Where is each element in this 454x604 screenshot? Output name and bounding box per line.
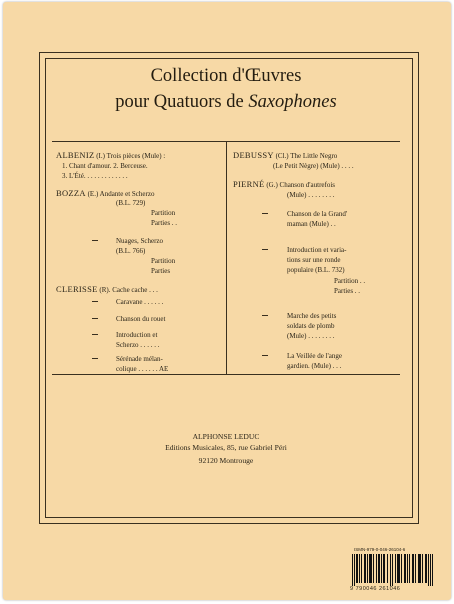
barcode-icon — [352, 554, 434, 586]
column-divider — [226, 142, 227, 374]
collection-title: Collection d'Œuvres — [150, 66, 302, 86]
pierne-item: (Mule) . . . . . . . . — [287, 332, 335, 340]
bozza-parties-2: Parties — [151, 267, 171, 275]
ditto-dash — [92, 318, 98, 319]
pierne-item[interactable]: La Veillée de l'ange — [287, 352, 342, 360]
publisher-address-1: Editions Musicales, 85, rue Gabriel Péri — [165, 443, 287, 452]
albeniz-item-1: 1. Chant d'amour. 2. Berceuse. — [62, 162, 148, 170]
composer-name: CLERISSE — [56, 284, 98, 294]
clerisse-item-2[interactable]: Chanson du rouet — [116, 315, 166, 323]
pierne-item[interactable]: Chanson de la Grand' — [287, 210, 348, 218]
ditto-dash — [92, 334, 98, 335]
bozza-partition-2: Partition — [151, 257, 176, 265]
bozza-entry[interactable] — [56, 189, 154, 198]
composer-name: PIERNÉ — [233, 179, 265, 189]
debussy-sub: (Le Petit Nègre) (Mule) . . . . — [273, 162, 354, 170]
clerisse-item-6: colique . . . . . . AE — [116, 365, 169, 373]
pierne-item: tions sur une ronde — [287, 256, 341, 264]
clerisse-item-4: Scherzo . . . . . . — [116, 341, 160, 349]
pierne-item: maman (Mule) . . — [287, 220, 336, 228]
bozza-partition-1: Partition — [151, 209, 176, 217]
pierne-item: populaire (B.L. 732) — [287, 266, 345, 274]
ditto-dash — [262, 355, 268, 356]
work-title: (E.) Andante et Scherzo — [85, 190, 155, 198]
clerisse-item-5[interactable]: Sérénade mélan- — [116, 355, 163, 363]
composer-name: DEBUSSY — [233, 150, 274, 160]
ditto-dash — [262, 213, 268, 214]
pierne-item: soldats de plomb — [287, 322, 335, 330]
bozza-ref-1: (B.L. 729) — [116, 199, 146, 207]
pierne-item[interactable]: Introduction et varia- — [287, 246, 347, 254]
ismn-label: ISMN-979-0-046-26104-6 — [354, 547, 406, 552]
work-title: (R). Cache cache . . . — [97, 286, 158, 294]
publisher-name: ALPHONSE LEDUC — [192, 432, 260, 441]
albeniz-entry[interactable] — [56, 151, 165, 160]
barcode-digits: 9 790046 261046 — [350, 586, 401, 592]
clerisse-item-1[interactable]: Caravane . . . . . . — [116, 298, 164, 306]
subtitle-part: pour Quatuors de — [115, 92, 249, 112]
pierne-item: gardien. (Mule) . . . — [287, 362, 342, 370]
clerisse-item-3[interactable]: Introduction et — [116, 331, 158, 339]
pierne-parties: Parties . . — [334, 287, 361, 295]
bottom-rule — [52, 374, 400, 375]
ditto-dash — [92, 301, 98, 302]
ditto-dash — [262, 249, 268, 250]
work-title: (G.) Chanson d'autrefois — [264, 181, 336, 189]
albeniz-item-2: 3. L'Été. . . . . . . . . . . . . — [62, 172, 128, 180]
ditto-dash — [92, 240, 98, 241]
work-title: (Cl.) The Little Negro — [273, 152, 338, 160]
bozza-parties-1: Parties . . — [151, 219, 178, 227]
ditto-dash — [92, 358, 98, 359]
collection-subtitle — [42, 92, 410, 113]
composer-name: BOZZA — [56, 188, 86, 198]
subtitle-instrument: Saxophones — [248, 92, 337, 112]
publisher-address-2: 92120 Montrouge — [198, 456, 254, 465]
bozza-nuages[interactable]: Nuages, Scherzo — [116, 237, 164, 245]
composer-name: ALBENIZ — [56, 150, 95, 160]
pierne-partition: Partition . . — [334, 277, 366, 285]
clerisse-entry[interactable] — [56, 285, 158, 294]
pierne-entry[interactable] — [233, 180, 335, 189]
work-title: (I.) Trois pièces (Mule) : — [94, 152, 166, 160]
pierne-item: (Mule) . . . . . . . . — [287, 191, 335, 199]
ditto-dash — [262, 315, 268, 316]
bozza-ref-2: (B.L. 766) — [116, 247, 146, 255]
debussy-entry[interactable] — [233, 151, 337, 160]
pierne-item[interactable]: Marche des petits — [287, 312, 337, 320]
